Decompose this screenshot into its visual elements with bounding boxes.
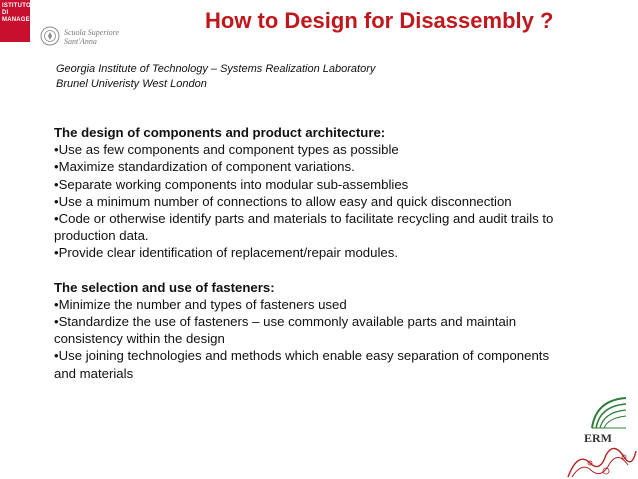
bullet-item: •Use a minimum number of connections to allow easy and quick disconnection [54, 193, 512, 209]
bullet-item: •Maximize standardization of component variations. [54, 159, 355, 175]
section-heading: The design of components and product architecture: [54, 125, 386, 140]
institute-logo [0, 0, 48, 42]
spacer [54, 262, 574, 279]
school-name-line-1: Scuola Superiore [64, 28, 120, 37]
school-name-line-2: Sant'Anna [64, 37, 97, 46]
bullet-item: •Code or otherwise identify parts and materials to facilitate recycling and audit trails to production data. [54, 211, 554, 244]
bullet-item: •Minimize the number and types of fasteners used [54, 296, 347, 312]
bullet-item: •Standardize the use of fasteners – use commonly available parts and maintain consistency within the design [54, 314, 517, 347]
page-title: How to Design for Disassembly ? [205, 8, 554, 33]
bullet-item: •Use as few components and component types as possible [54, 142, 399, 158]
section-heading: The selection and use of fasteners: [54, 279, 275, 295]
bullet-item: •Separate working components into modular sub-assemblies [54, 176, 409, 192]
affiliation-line: Brunel Univeristy West London [56, 78, 207, 90]
logo-line-2: DI MANAGEMENT [2, 10, 48, 23]
affiliation-line: Georgia Institute of Technology – Systems Realization Laboratory [56, 63, 376, 75]
seal-icon [40, 26, 60, 46]
logo-line-1: ISTITUTO [2, 3, 31, 9]
bullet-item: •Use joining technologies and methods which enable easy separation of components and materials [54, 348, 550, 381]
main-content [54, 124, 574, 382]
decorative-ornament-icon [566, 441, 638, 479]
bullet-item: •Provide clear identification of replacement/repair modules. [54, 245, 399, 261]
affiliations [56, 62, 375, 92]
school-name [64, 28, 134, 46]
erm-label: ERM [584, 431, 612, 445]
